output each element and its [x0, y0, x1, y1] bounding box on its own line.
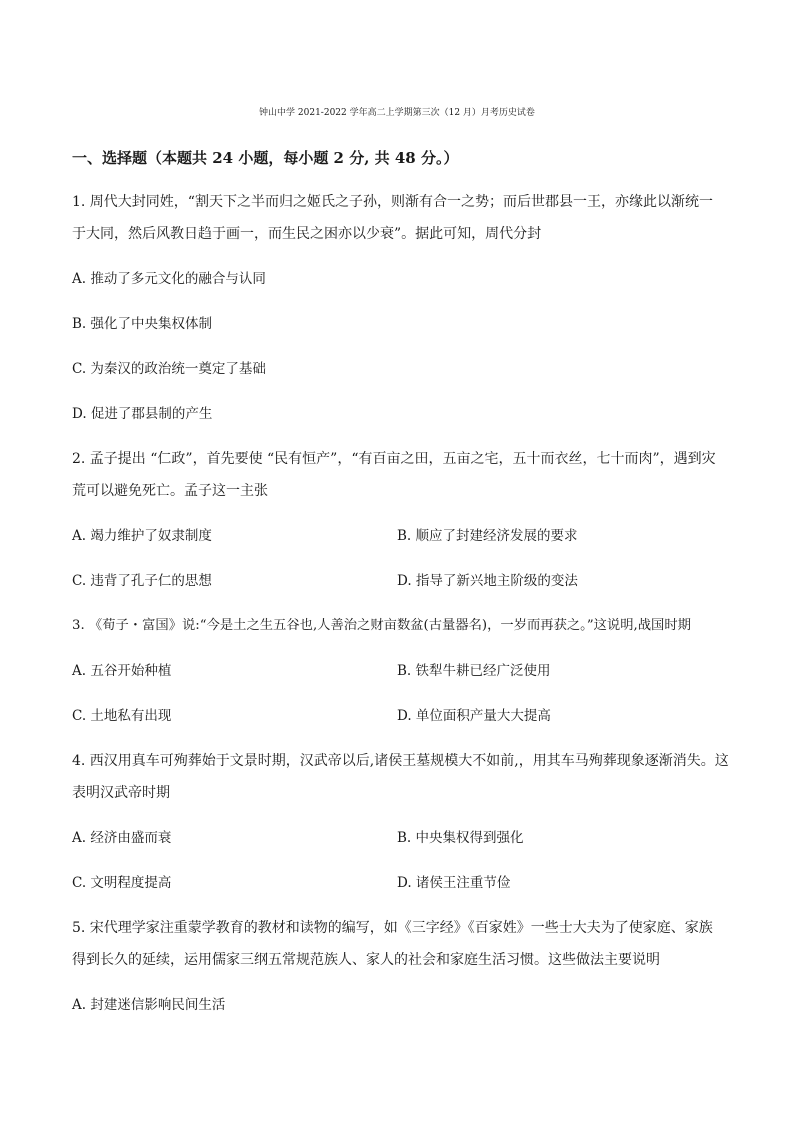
question-2-option-d[interactable]: D. 指导了新兴地主阶级的变法 [397, 573, 578, 589]
question-3-option-c[interactable]: C. 土地私有出现 [72, 708, 172, 724]
question-2-option-a[interactable]: A. 竭力维护了奴隶制度 [72, 528, 212, 544]
section-heading: 一、选择题（本题共 24 小题，每小题 2 分, 共 48 分。） [72, 149, 459, 167]
question-4-option-b[interactable]: B. 中央集权得到强化 [397, 830, 524, 846]
question-5-line-2: 得到长久的延续，运用儒家三纲五常规范族人、家人的社会和家庭生活习惯。这些做法主要说明 [72, 952, 660, 968]
question-2-option-c[interactable]: C. 违背了孔子仁的思想 [72, 573, 212, 589]
question-2-line-2: 荒可以避免死亡。孟子这一主张 [72, 483, 268, 499]
question-1-option-a[interactable]: A. 推动了多元文化的融合与认同 [72, 271, 266, 287]
question-1-option-d[interactable]: D. 促进了郡县制的产生 [72, 406, 213, 422]
question-4-option-a[interactable]: A. 经济由盛而衰 [72, 830, 172, 846]
question-4-option-d[interactable]: D. 诸侯王注重节俭 [397, 875, 511, 891]
question-1-option-b[interactable]: B. 强化了中央集权体制 [72, 316, 213, 332]
question-4-line-1: 4. 西汉用真车可殉葬始于文景时期，汉武帝以后,诸侯王墓规模大不如前,，用其车马殉葬现象逐渐消失。这 [72, 753, 729, 769]
question-1-line-1: 1. 周代大封同姓，“割天下之半而归之姬氏之子孙，则渐有合一之势；而后世郡县一王，亦缘此以渐统一 [72, 194, 713, 210]
question-3-line-1: 3. 《荀子・富国》说:“今是土之生五谷也,人善治之财亩数盆(古量器名)，一岁而再获之。”这说明,战国时期 [72, 618, 691, 633]
question-1-option-c[interactable]: C. 为秦汉的政治统一奠定了基础 [72, 361, 266, 377]
exam-title: 钟山中学 2021-2022 学年高二上学期第三次（12 月）月考历史试卷 [259, 108, 535, 118]
question-3-option-a[interactable]: A. 五谷开始种植 [72, 663, 172, 679]
question-2-line-1: 2. 孟子提出 “仁政”，首先要使 “民有恒产”，“有百亩之田，五亩之宅，五十而衣丝，七十而肉”，遇到灾 [72, 451, 716, 467]
question-5-option-a[interactable]: A. 封建迷信影响民间生活 [72, 997, 226, 1013]
question-4-line-2: 表明汉武帝时期 [72, 785, 170, 801]
question-2-option-b[interactable]: B. 顺应了封建经济发展的要求 [397, 528, 578, 544]
question-1-line-2: 于大同，然后风教日趋于画一，而生民之困亦以少衰”。据此可知，周代分封 [72, 226, 542, 242]
question-4-option-c[interactable]: C. 文明程度提高 [72, 875, 172, 891]
question-3-option-b[interactable]: B. 铁犁牛耕已经广泛使用 [397, 663, 551, 679]
question-5-line-1: 5. 宋代理学家注重蒙学教育的教材和读物的编写，如《三字经》《百家姓》一些士大夫为了使家庭、家族 [72, 920, 713, 936]
question-3-option-d[interactable]: D. 单位面积产量大大提高 [397, 708, 551, 724]
